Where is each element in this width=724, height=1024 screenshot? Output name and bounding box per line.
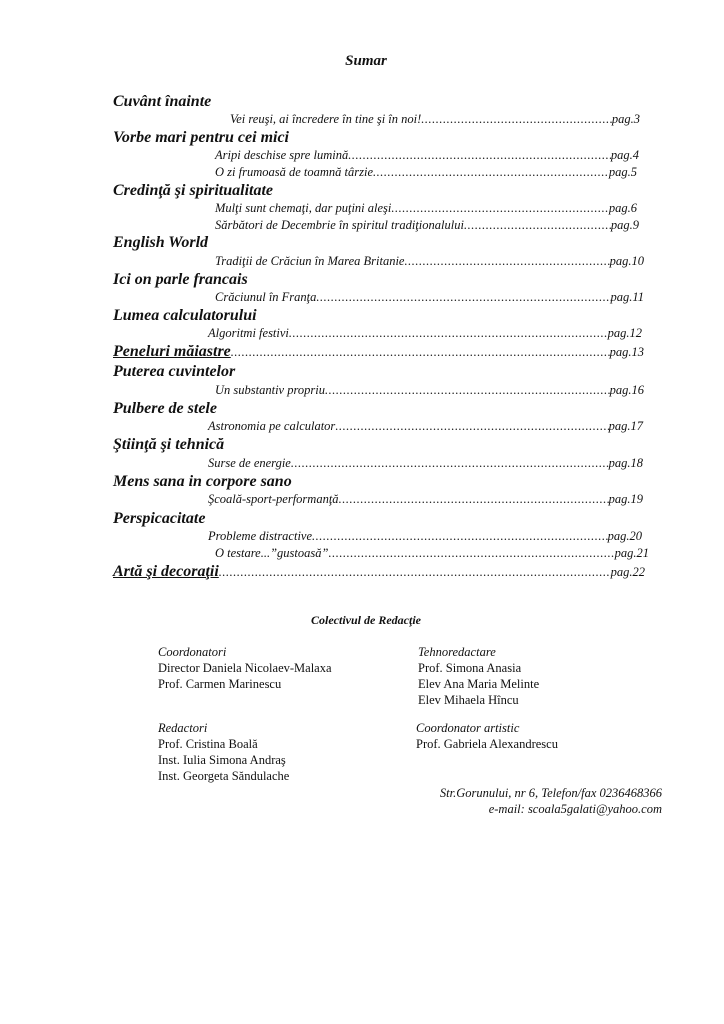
address-line: Str.Gorunului, nr 6, Telefon/fax 0236468366	[439, 786, 662, 800]
toc-entry[interactable]	[215, 290, 644, 305]
entry-title: Algoritmi festivi	[208, 326, 289, 340]
toc-entry[interactable]	[208, 529, 642, 544]
coordinators-block	[158, 644, 332, 692]
entry-page: pag.13	[609, 345, 644, 359]
section-heading: Lumea calculatorului	[113, 307, 257, 324]
leader-dots	[291, 456, 609, 471]
entry-page: pag.3	[611, 112, 640, 126]
staff-heading: Colectivul de Redacţie	[311, 613, 421, 627]
staff-name: Prof. Simona Anasia	[418, 661, 522, 675]
leader-dots	[328, 546, 614, 561]
editors-block	[158, 720, 289, 784]
entry-title: Peneluri măiastre	[113, 343, 231, 360]
toc-entry[interactable]	[215, 383, 644, 398]
staff-name: Prof. Gabriela Alexandrescu	[416, 737, 558, 751]
toc-entry[interactable]	[208, 419, 643, 434]
section-heading: Vorbe mari pentru cei mici	[113, 129, 289, 146]
leader-dots	[335, 419, 608, 434]
entry-page: pag.16	[609, 383, 644, 397]
entry-page: pag.5	[608, 165, 637, 179]
entry-title: Un substantiv propriu	[215, 383, 325, 397]
typesetting-block	[418, 644, 539, 708]
entry-page: pag.9	[610, 218, 639, 232]
staff-name: Elev Ana Maria Melinte	[418, 677, 540, 691]
section-heading: Perspicacitate	[113, 510, 206, 527]
entry-page: pag.21	[614, 546, 649, 560]
entry-page: pag.11	[610, 290, 644, 304]
entry-page: pag.22	[610, 565, 645, 579]
toc-entry[interactable]	[113, 343, 644, 361]
leader-dots	[464, 218, 611, 233]
leader-dots	[231, 345, 610, 360]
email-line[interactable]: e-mail: scoala5galati@yahoo.com	[488, 802, 662, 816]
leader-dots	[219, 565, 611, 580]
staff-name: Prof. Carmen Marinescu	[158, 677, 282, 691]
toc-entry[interactable]	[215, 218, 639, 233]
leader-dots	[325, 383, 610, 398]
entry-page: pag.6	[608, 201, 637, 215]
contact-block	[440, 785, 662, 817]
artistic-block	[416, 720, 558, 752]
entry-title: Sărbători de Decembrie în spiritul tradiţionalului	[215, 218, 464, 232]
entry-title: Probleme distractive	[208, 529, 313, 543]
leader-dots	[289, 326, 608, 341]
toc-entry[interactable]	[215, 254, 644, 269]
toc-entry[interactable]	[215, 148, 639, 163]
entry-page: pag.10	[609, 254, 644, 268]
section-heading: Cuvânt înainte	[113, 93, 212, 110]
section-heading: Ici on parle francais	[113, 271, 248, 288]
toc-entry[interactable]	[208, 492, 643, 507]
section-heading: Puterea cuvintelor	[113, 363, 236, 380]
leader-dots	[339, 492, 609, 507]
leader-dots	[404, 254, 609, 269]
entry-title: Mulţi sunt chemaţi, dar puţini aleşi	[215, 201, 392, 215]
leader-dots	[316, 290, 610, 305]
entry-title: O testare...”gustoasă”	[215, 546, 329, 560]
toc-entry[interactable]	[208, 456, 643, 471]
entry-title: Tradiţii de Crăciun în Marea Britanie	[215, 254, 405, 268]
entry-title: Surse de energie	[208, 456, 291, 470]
entry-page: pag.12	[607, 326, 642, 340]
leader-dots	[373, 165, 609, 180]
staff-name: Elev Mihaela Hîncu	[418, 693, 519, 707]
role-label: Coordonator artistic	[416, 721, 520, 735]
section-heading: Ştiinţă şi tehnică	[113, 436, 225, 453]
entry-title: Aripi deschise spre lumină	[215, 148, 349, 162]
toc-entry[interactable]	[113, 563, 645, 581]
entry-page: pag.17	[608, 419, 643, 433]
staff-name: Inst. Georgeta Săndulache	[158, 769, 290, 783]
section-heading: Credinţă şi spiritualitate	[113, 182, 274, 199]
leader-dots	[348, 148, 611, 163]
section-heading: Pulbere de stele	[113, 400, 217, 417]
entry-title: Şcoală-sport-performanţă	[208, 492, 339, 506]
toc-entry[interactable]	[230, 112, 640, 127]
section-heading: Mens sana in corpore sano	[113, 473, 292, 490]
role-label: Tehnoredactare	[418, 645, 496, 659]
entry-page: pag.18	[608, 456, 643, 470]
leader-dots	[391, 201, 608, 216]
staff-name: Director Daniela Nicolaev-Malaxa	[158, 661, 332, 675]
page-title: Sumar	[345, 53, 387, 69]
entry-title: Crăciunul în Franţa	[215, 290, 317, 304]
entry-page: pag.20	[607, 529, 642, 543]
entry-page: pag.4	[610, 148, 639, 162]
toc-entry[interactable]	[215, 201, 637, 216]
role-label: Coordonatori	[158, 645, 227, 659]
leader-dots	[312, 529, 608, 544]
staff-name: Prof. Cristina Boală	[158, 737, 258, 751]
leader-dots	[421, 112, 612, 127]
toc-entry[interactable]	[208, 326, 642, 341]
role-label: Redactori	[158, 721, 208, 735]
toc-entry[interactable]	[215, 546, 649, 561]
section-heading: English World	[113, 234, 209, 251]
entry-title: Vei reuşi, ai încredere în tine şi în noi!	[230, 112, 422, 126]
entry-title: O zi frumoasă de toamnă târzie	[215, 165, 373, 179]
staff-name: Inst. Iulia Simona Andraş	[158, 753, 286, 767]
toc-entry[interactable]	[215, 165, 637, 180]
entry-title: Astronomia pe calculator	[208, 419, 336, 433]
entry-page: pag.19	[608, 492, 643, 506]
entry-title: Artă şi decoraţii	[113, 563, 219, 580]
